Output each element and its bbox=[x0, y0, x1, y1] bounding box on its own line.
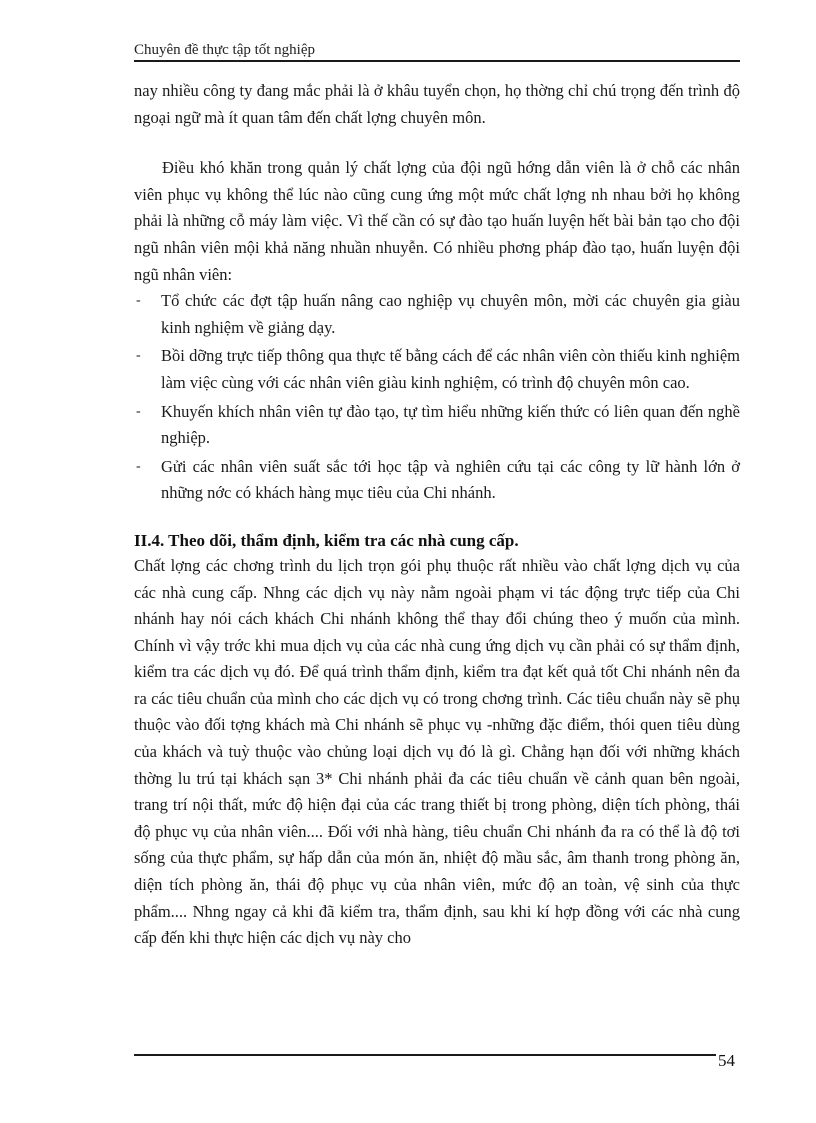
header-rule bbox=[134, 60, 740, 62]
list-item-text: Tổ chức các đợt tập huấn nâng cao nghiệp vụ chuyên môn, mời các chuyên gia giàu kinh nghiệm về giảng dạy. bbox=[161, 291, 740, 337]
paragraph-training-intro: Điều khó khăn trong quản lý chất lợng của đội ngũ hớng dẫn viên là ở chỗ các nhân viên phục vụ không thể lúc nào cũng cung ứng một mức chất lợng nh nhau bởi họ không phải là những cỗ máy làm việc. Vì thế cần có sự đào tạo huấn luyện hết bài bản tạo cho đội ngũ nhân viên mội khả năng nhuần nhuyễn. Có nhiều phơng pháp đào tạo, huấn luyện đội ngũ nhân viên: bbox=[134, 158, 740, 284]
footer-rule bbox=[134, 1054, 716, 1056]
list-item-text: Bồi dỡng trực tiếp thông qua thực tế bằng cách để các nhân viên còn thiếu kinh nghiệm làm việc cùng với các nhân viên giàu kinh nghiệm, có trình độ chuyên môn cao. bbox=[161, 346, 740, 392]
running-header: Chuyên đề thực tập tốt nghiệp bbox=[134, 42, 316, 58]
document-page bbox=[134, 40, 740, 952]
list-item-text: Khuyến khích nhân viên tự đào tạo, tự tìm hiểu những kiến thức có liên quan đến nghề nghiệp. bbox=[161, 401, 740, 448]
list-item bbox=[134, 399, 740, 452]
paragraph-suppliers: Chất lợng các chơng trình du lịch trọn gói phụ thuộc rất nhiều vào chất lợng dịch vụ của các nhà cung cấp. Nhng các dịch vụ này nằm ngoài phạm vi tác động trực tiếp của Chi nhánh hay nói cách khách Chi nhánh không thể thay đổi chúng theo ý muốn của mình. Chính vì vậy trớc khi mua dịch vụ của các nhà cung ứng dịch vụ cần phải có sự thẩm định, kiểm tra các dịch vụ đó. Để quá trình thẩm định, kiểm tra đạt kết quả tốt Chi nhánh nên đa ra các tiêu chuẩn của mình cho các dịch vụ có trong chơng trình. Các tiêu chuẩn này sẽ phụ thuộc vào đối tợng khách mà Chi nhánh sẽ phục vụ -những đặc điểm, thói quen tiêu dùng của khách và tuỳ thuộc vào chủng loại dịch vụ đó là gì. Chẳng hạn đối với những khách thờng lu trú tại khách sạn 3* Chi nhánh phải đa các tiêu chuẩn về cảnh quan bên ngoài, trang trí nội thất, mức độ hiện đại của các trang thiết bị trong phòng, diện tích phòng, thái độ phục vụ của nhân viên.... Đối với nhà hàng, tiêu chuẩn Chi nhánh đa ra có thể là độ tơi sống của thực phẩm, sự hấp dẫn của món ăn, nhiệt độ mầu sắc, âm thanh trong phòng ăn, diện tích phòng ăn, thái độ phục vụ của nhân viên, mức độ an toàn, vệ sinh của thực phẩm.... Nhng ngay cả khi đã kiểm tra, thẩm định, sau khi kí hợp đồng với các nhà cung cấp đến khi thực hiện các dịch vụ này cho bbox=[134, 555, 740, 948]
bullet-dash: - bbox=[136, 458, 141, 474]
list-item bbox=[134, 288, 740, 341]
page-number: 54 bbox=[718, 1051, 735, 1070]
bullet-dash: - bbox=[136, 293, 141, 309]
list-item bbox=[134, 454, 740, 507]
list-item-text: Gửi các nhân viên suất sắc tới học tập và nghiên cứu tại các công ty lữ hành lớn ở những nớc có khách hàng mục tiêu của Chi nhánh. bbox=[161, 456, 740, 503]
bullet-dash: - bbox=[136, 348, 141, 364]
list-item bbox=[134, 343, 740, 396]
section-heading: II.4. Theo dõi, thẩm định, kiểm tra các nhà cung cấp. bbox=[134, 530, 519, 550]
bullet-dash: - bbox=[136, 403, 141, 419]
training-methods-list bbox=[134, 288, 740, 507]
paragraph-continuation: nay nhiều công ty đang mắc phải là ở khâu tuyển chọn, họ thờng chỉ chú trọng đến trình độ ngoại ngữ mà ít quan tâm đến chất lợng chuyên môn. bbox=[134, 81, 740, 127]
